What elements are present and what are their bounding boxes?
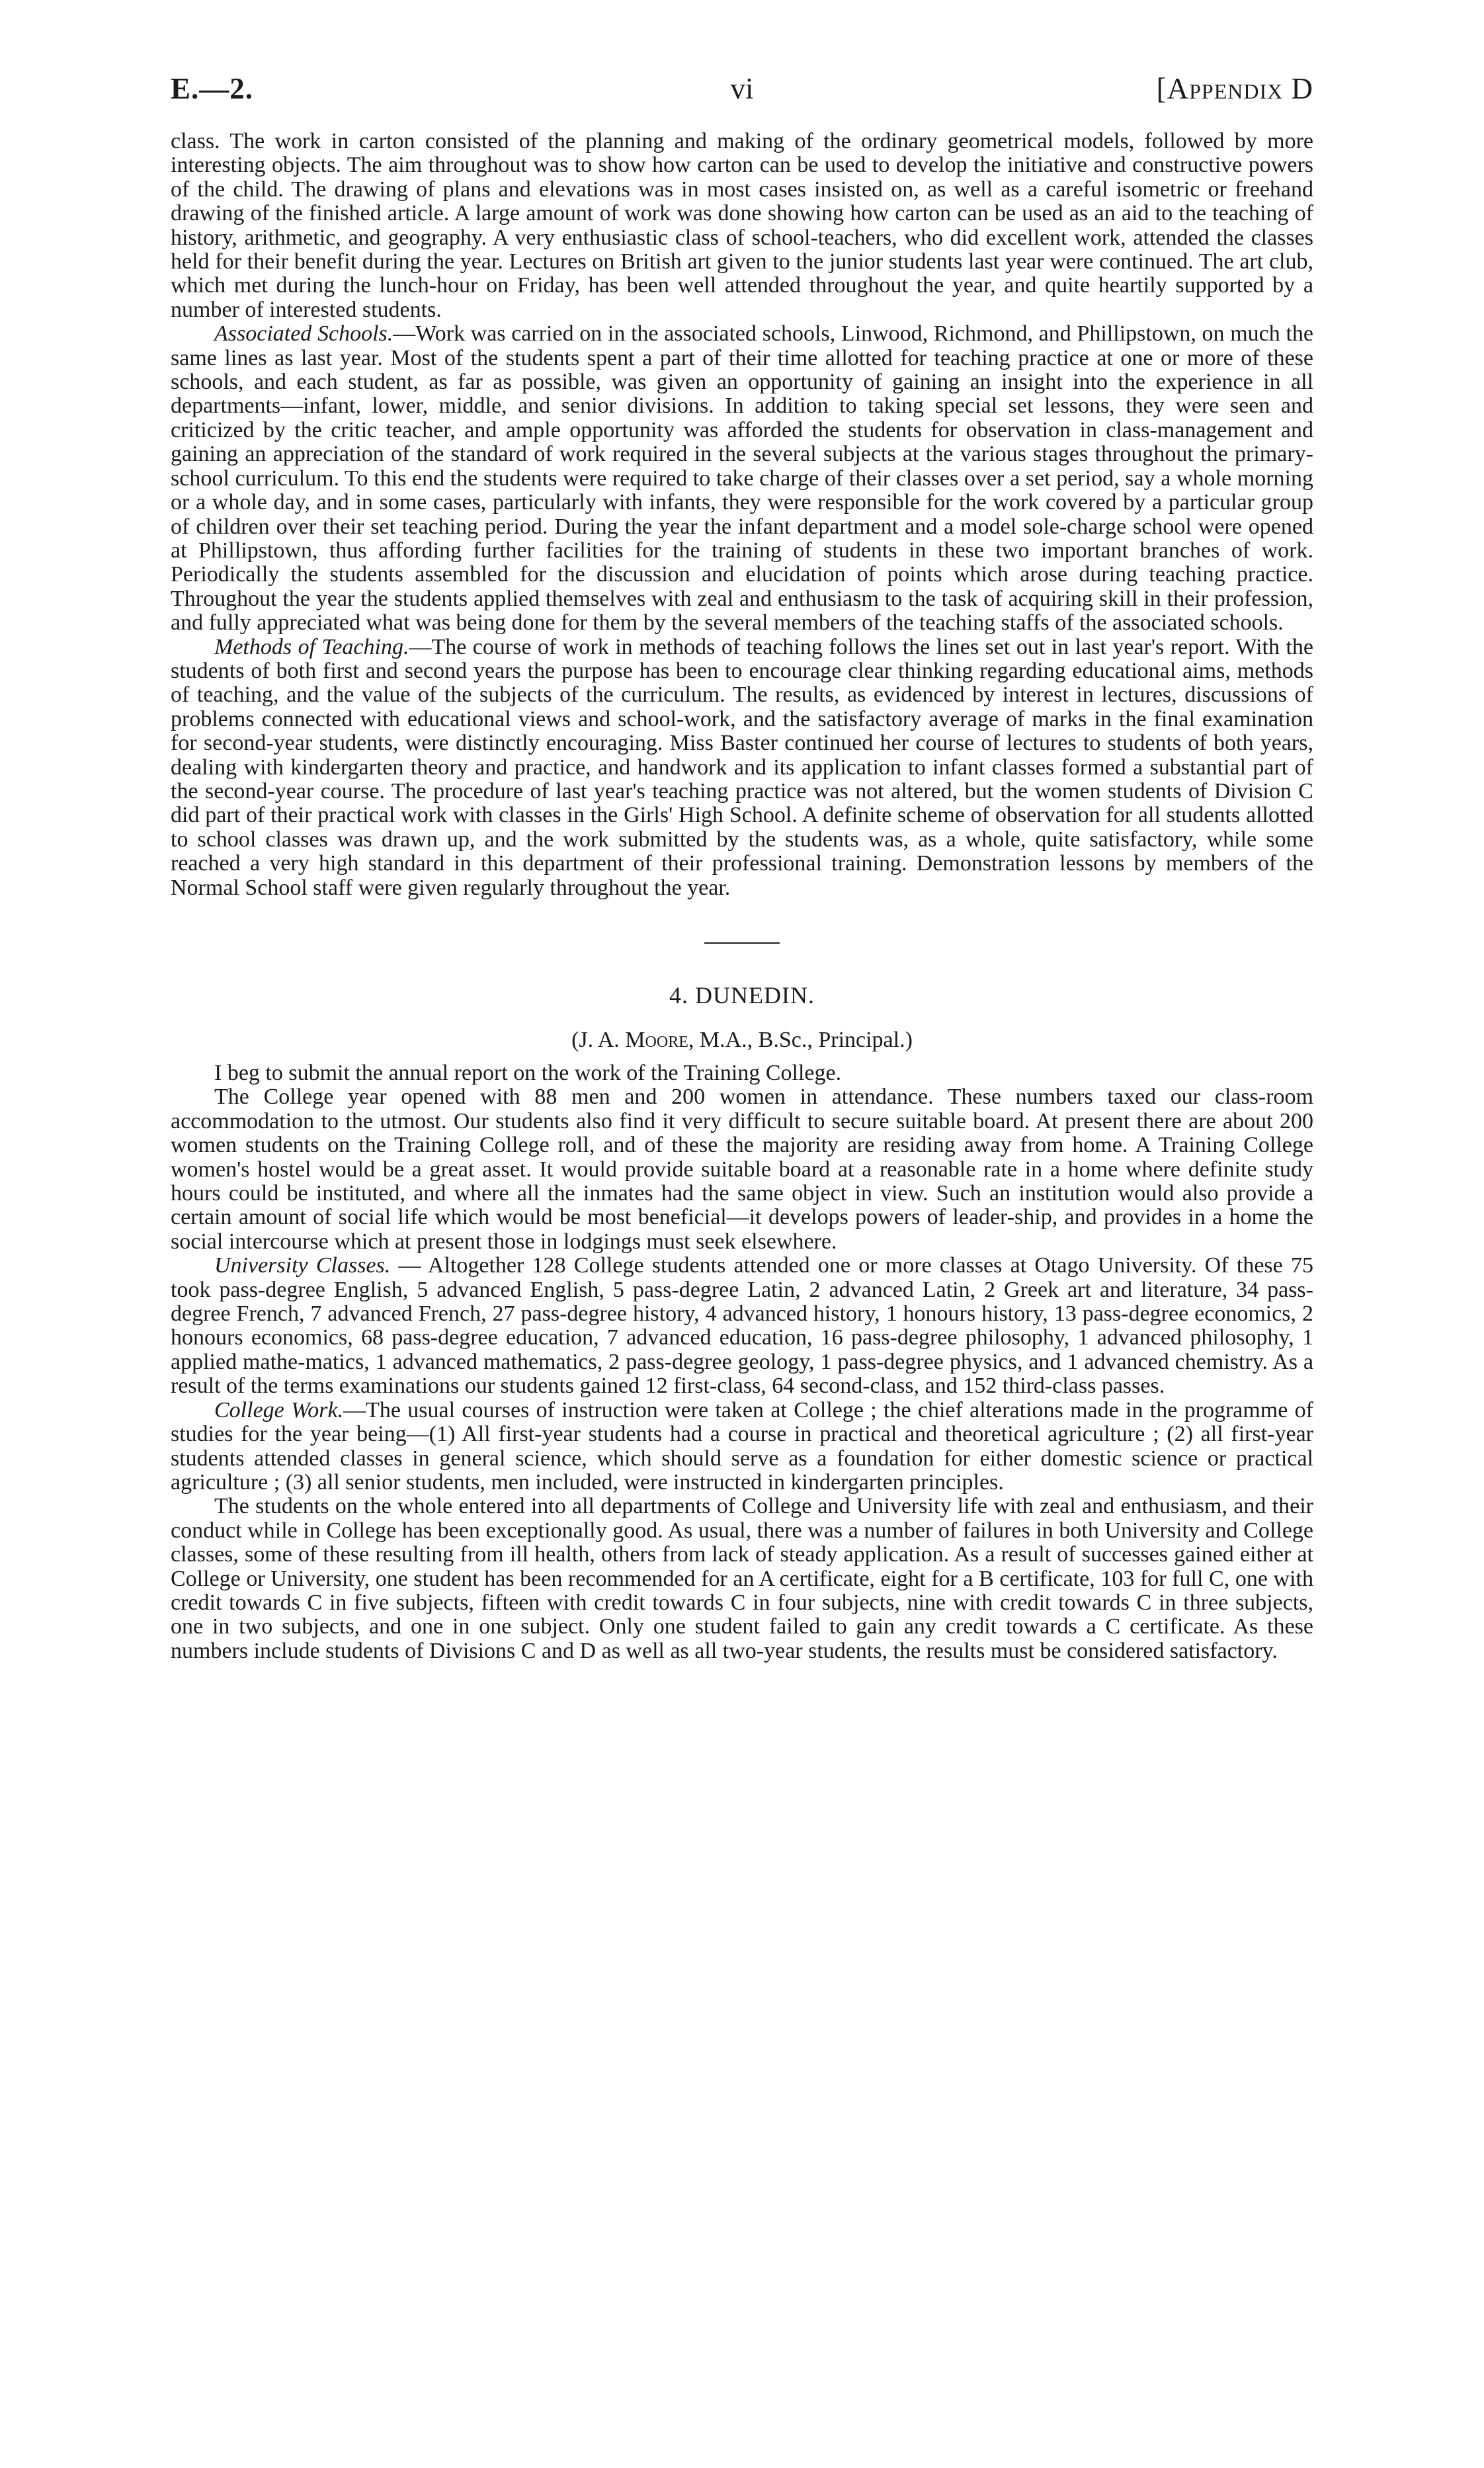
page-header <box>171 69 1313 108</box>
methods-of-teaching-heading: Methods of Teaching. <box>214 634 409 659</box>
page-number: vi <box>730 72 754 105</box>
results-paragraph: The students on the whole entered into all departments of College and University life with zeal and enthusiasm, and their conduct while in College has been exceptionally good. As usual, there was a number of failures in both University and College classes, some of these resulting from ill health, others from lack of steady application. As a result of successes gained either at College or University, one student has been recommended for an A certificate, eight for a B certificate, 103 for full C, one with credit towards C in five subjects, fifteen with credit towards C in four subjects, nine with credit towards C in three subjects, one in two subjects, and one in one subject. Only one student failed to gain any credit towards a C certificate. As these numbers include students of Divisions C and D as well as all two-year students, the results must be considered satisfactory. <box>171 1494 1313 1663</box>
associated-schools-heading: Associated Schools. <box>214 321 393 347</box>
university-classes-text: — Altogether 128 College students attended one or more classes at Otago University. Of these 75 took pass-degree English, 5 advanced English, 5 pass-degree Latin, 2 advanced Latin, 2 Greek art and literature, 34 pass-degree French, 7 advanced French, 27 pass-degree history, 4 advanced history, 1 honours history, 13 pass-degree economics, 2 honours economics, 68 pass-degree education, 7 advanced education, 16 pass-degree philosophy, 1 advanced philosophy, 1 applied mathe-matics, 1 advanced mathematics, 2 pass-degree geology, 1 pass-degree physics, and 1 advanced chemistry. As a result of the terms examinations our students gained 12 first-class, 64 second-class, and 152 third-class passes. <box>171 1253 1313 1399</box>
page-body <box>171 130 1313 1663</box>
college-work-text: —The usual courses of instruction were taken at College ; the chief alterations made in the programme of studies for the year being—(1) All first-year students had a course in practical and theoretical agriculture ; (2) all first-year students attended classes in general science, which should serve as a foundation for either domestic science or practical agriculture ; (3) all senior students, men included, were instructed in kindergarten principles. <box>171 1397 1313 1495</box>
carton-paragraph: class. The work in carton consisted of the planning and making of the ordinary geometrical models, followed by more interesting objects. The aim throughout was to show how carton can be used to develop the initiative and constructive powers of the child. The drawing of plans and elevations was in most cases insisted on, as well as a careful isometric or freehand drawing of the finished article. A large amount of work was done showing how carton can be used as an aid to the teaching of history, arithmetic, and geography. A very enthusiastic class of school-teachers, who did excellent work, attended the classes held for their benefit during the year. Lectures on British art given to the junior students last year were continued. The art club, which met during the lunch-hour on Friday, has been well attended throughout the year, and quite heartily supported by a number of interested students. <box>171 129 1313 322</box>
principal-line <box>171 1027 1313 1053</box>
methods-of-teaching-text: —The course of work in methods of teaching follows the lines set out in last year's report. With the students of both first and second years the purpose has been to encourage clear thinking regarding educational aims, methods of teaching, and the value of the subjects of the curriculum. The results, as evidenced by interest in lectures, discussions of problems connected with educational views and school-work, and the satisfactory average of marks in the final examination for second-year students, were distinctly encouraging. Miss Baster continued her course of lectures to students of both years, dealing with kindergarten theory and practice, and handwork and its application to infant classes formed a substantial part of the second-year course. The procedure of last year's teaching practice was not altered, but the women students of Division C did part of their practical work with classes in the Girls' High School. A definite scheme of observation for all students allotted to school classes was drawn up, and the work submitted by the students was, as a whole, quite satisfactory, while some reached a very high standard in this department of their professional training. Demonstration lessons by members of the Normal School staff were given regularly throughout the year. <box>171 634 1313 900</box>
college-work-heading: College Work. <box>214 1397 344 1422</box>
section-heading: 4. DUNEDIN. <box>669 982 815 1008</box>
section-divider <box>704 942 780 944</box>
college-work-paragraph <box>171 1399 1313 1495</box>
associated-schools-paragraph <box>171 322 1313 635</box>
methods-of-teaching-paragraph <box>171 636 1313 900</box>
principal-close: , M.A., B.Sc., Principal.) <box>688 1028 913 1052</box>
associated-schools-text: —Work was carried on in the associated schools, Linwood, Richmond, and Phillipstown, on much the same lines as last year. Most of the students spent a part of their time allotted for teaching practice at one or more of these schools, and each student, as far as possible, was given an opportunity of gaining an insight into the experience in all departments—infant, lower, middle, and senior divisions. In addition to taking special set lessons, they were seen and criticized by the critic teacher, and ample opportunity was afforded the students for observation in class-management and gaining an appreciation of the standard of work required in the several subjects at the various stages throughout the primary-school curriculum. To this end the students were required to take charge of their classes over a set period, say a whole morning or a whole day, and in some cases, particularly with infants, they were responsible for the work covered by a particular group of children over their set teaching period. During the year the infant department and a model sole-charge school were opened at Phillipstown, thus affording further facilities for the training of students in these two important branches of work. Periodically the students assembled for the discussion and elucidation of points which arose during teaching practice. Throughout the year the students applied themselves with zeal and enthusiasm to the task of acquiring skill in their profession, and fully appreciated what was being done for them by the several members of the teaching staffs of the associated schools. <box>171 321 1313 636</box>
principal-open: (J. A. <box>571 1028 626 1052</box>
report-code: E.—2. <box>171 72 254 105</box>
submit-paragraph: I beg to submit the annual report on the work of the Training College. <box>214 1061 842 1085</box>
university-classes-paragraph <box>171 1254 1313 1398</box>
principal-name: Moore <box>625 1028 688 1052</box>
university-classes-heading: University Classes. <box>214 1253 391 1278</box>
college-year-paragraph: The College year opened with 88 men and 200 women in attendance. These numbers taxed our class-room accommodation to the utmost. Our students also find it very difficult to secure suitable board. At present there are about 200 women students on the Training College roll, and of these the majority are residing away from home. A Training College women's hostel would be a great asset. It would provide suitable board at a reasonable rate in a home where definite study hours could be instituted, and where all the inmates had the same object in view. Such an institution would also provide a certain amount of social life which would be most beneficial—it develops powers of leader-ship, and provides in a home the social intercourse which at present those in lodgings must seek elsewhere. <box>171 1085 1313 1254</box>
appendix-label: [Appendix D <box>1156 72 1313 105</box>
